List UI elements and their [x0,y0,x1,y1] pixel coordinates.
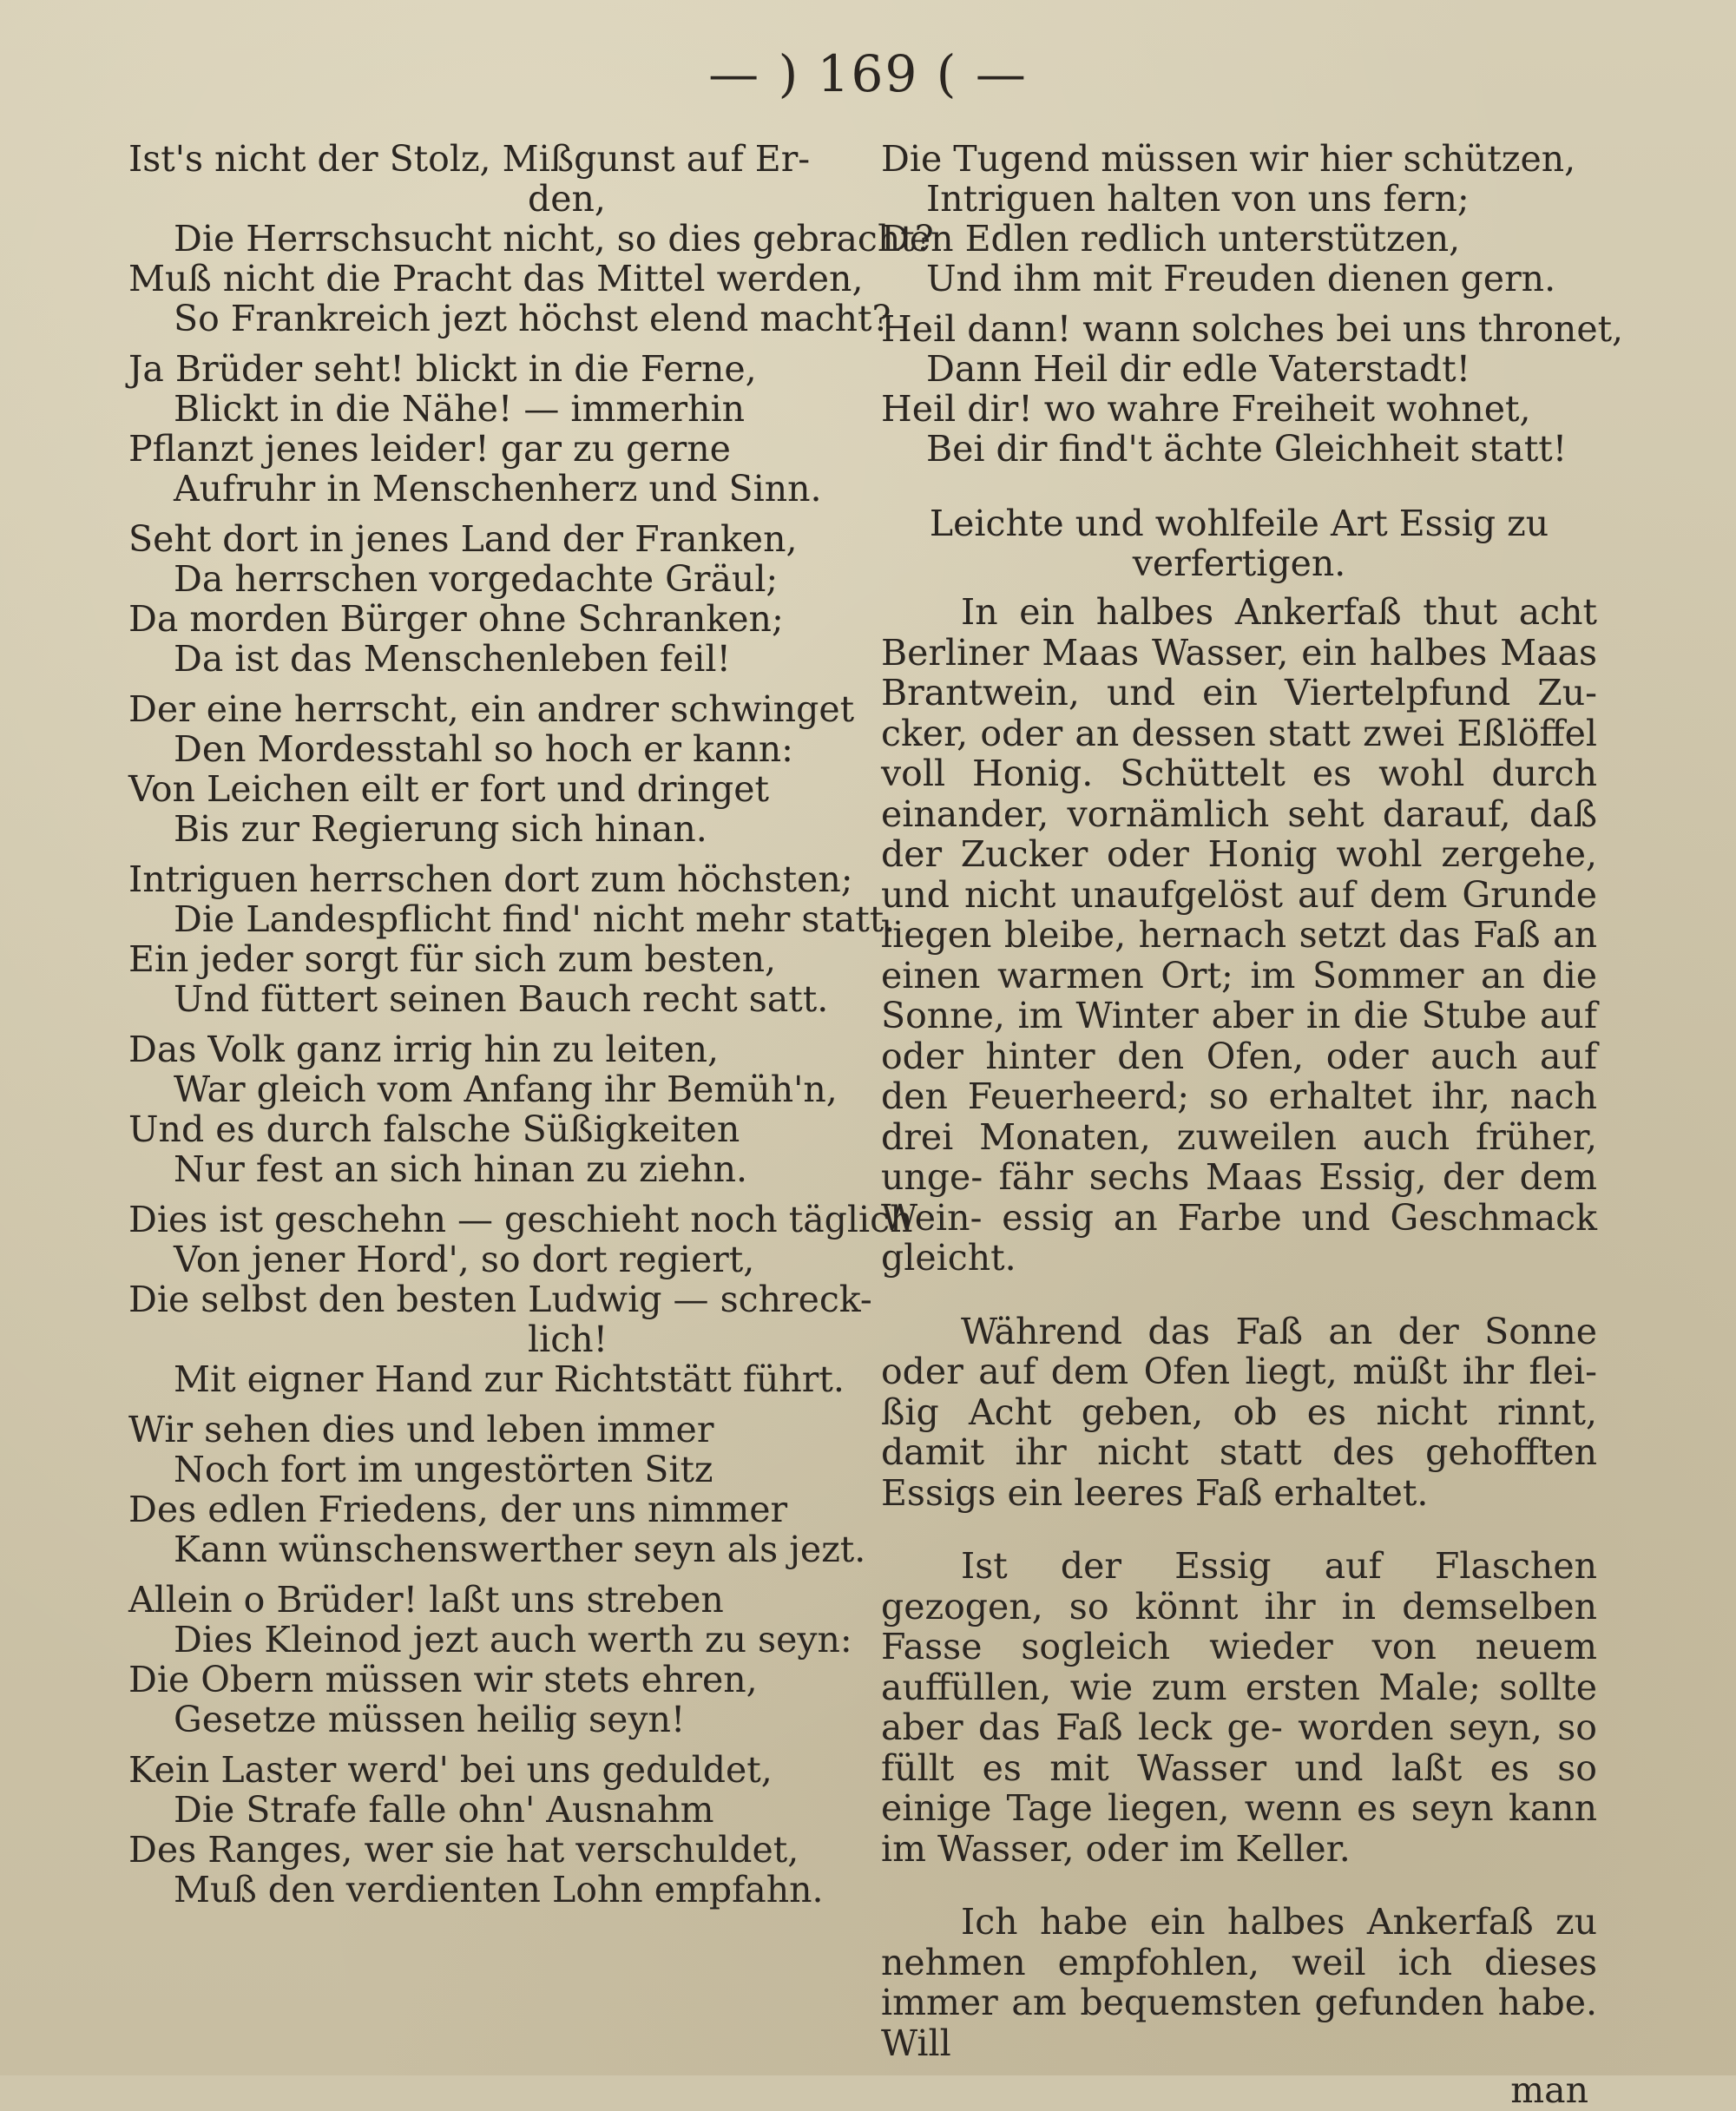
verse-line: Wir sehen dies und leben immer [128,1409,714,1450]
verse-line: Seht dort in jenes Land der Franken, [128,518,798,560]
poem-stanza [128,1579,852,1740]
verse-line: Und es durch falsche Süßigkeiten [128,1108,740,1150]
article-paragraph [881,1312,1597,1514]
verse-line: Dies ist geschehn — geschieht noch täglich [128,1199,913,1240]
verse-line: Die Landespflicht find' nicht mehr statt. [174,898,896,940]
verse-line: Pflanzt jenes leider! gar zu gerne [128,428,731,470]
poem-stanza [128,1409,866,1570]
verse-line: Das Volk ganz irrig hin zu leiten, [128,1029,720,1070]
verse-line: Heil dann! wann solches bei uns thronet, [881,308,1624,350]
verse-line: Mit eigner Hand zur Richtstätt führt. [174,1358,845,1400]
verse-line: Ja Brüder seht! blickt in die Ferne, [128,348,757,390]
verse-line: Intriguen halten von uns fern; [926,178,1470,220]
verse-line: Und ihm mit Freuden dienen gern. [926,258,1556,299]
poem-stanza [128,1750,849,1910]
verse-line: Allein o Brüder! laßt uns streben [128,1579,724,1621]
verse-line: Da ist das Menschenleben feil! [174,638,731,680]
verse-line: Bis zur Regierung sich hinan. [174,808,707,850]
verse-line: Die Tugend müssen wir hier schützen, [881,138,1576,180]
verse-line: Die Obern müssen wir stets ehren, [128,1659,758,1700]
verse-line: Heil dir! wo wahre Freiheit wohnet, [881,388,1531,430]
paragraph-text: In ein halbes Ankerfaß thut acht Berliner Maas Wasser, ein halbes Maas Brantwein, und ein Viertelpfund Zu- cker, oder an dessen statt zwei Eßlöffel voll Honig. Schüttelt es wohl durch einander, vornämlich seht darauf, daß der Zucker oder Honig wohl zergehe, und nicht unaufgelöst auf dem Grunde liegen bleibe, hernach setzt das Faß an einen warmen Ort; im Sommer an die Sonne, im Winter aber in die Stube auf oder hinter den Ofen, oder auch auf den Feuerheerd; so erhaltet ihr, nach drei Monaten, zuweilen auch früher, unge- fähr sechs Maas Essig, der dem Wein- essig an Farbe und Geschmack gleicht. [881,591,1597,1279]
verse-line: Von Leichen eilt er fort und dringet [128,768,769,810]
poem-stanza [128,138,934,339]
verse-line: Und füttert seinen Bauch recht satt. [174,978,829,1020]
verse-line: Bei dir find't ächte Gleichheit statt! [926,428,1568,470]
verse-line: Intriguen herrschen dort zum höchsten; [128,858,853,900]
verse-line: Die selbst den besten Ludwig — schreck- [128,1279,872,1320]
verse-line: War gleich vom Anfang ihr Bemüh'n, [174,1069,838,1110]
verse-line: So Frankreich jezt höchst elend macht? [174,298,891,339]
verse-line: Der eine herrscht, ein andrer schwinget [128,688,855,730]
poem-stanza [128,1029,849,1189]
verse-line: Die Herrschsucht nicht, so dies gebracht? [174,218,934,260]
verse-line: lich! [528,1319,608,1360]
poem-stanza [881,139,1597,299]
verse-line: Ist's nicht der Stolz, Mißgunst auf Er- [128,138,811,180]
article-paragraph [881,1546,1597,1869]
verse-line: Kann wünschenswerther seyn als jezt. [174,1529,866,1570]
verse-line: Gesetze müssen heilig seyn! [174,1699,686,1740]
verse-line: Noch fort im ungestörten Sitz [174,1449,713,1490]
catchword: man [1510,2069,1588,2111]
verse-line: Muß den verdienten Lohn empfahn. [174,1869,824,1910]
verse-line: Des Ranges, wer sie hat verschuldet, [128,1829,799,1871]
page-number: — ) 169 ( — [708,44,1028,103]
verse-line: Blickt in die Nähe! — immerhin [174,388,746,430]
article-paragraph [881,1902,1597,2063]
verse-line: den, [528,178,606,220]
verse-line: Den Mordesstahl so hoch er kann: [174,728,793,770]
verse-line: Nur fest an sich hinan zu ziehn. [174,1148,748,1190]
verse-line: Ein jeder sorgt für sich zum besten, [128,938,777,980]
verse-line: Den Edlen redlich unterstützen, [881,218,1461,260]
verse-line: Kein Laster werd' bei uns geduldet, [128,1749,773,1791]
poem-stanza [128,349,849,509]
poem-stanza [128,858,896,1020]
poem-stanza [881,308,1624,470]
verse-line: Muß nicht die Pracht das Mittel werden, [128,258,864,299]
right-column [881,138,1624,2111]
verse-line: Dann Heil dir edle Vaterstadt! [926,348,1471,390]
poem-stanza [128,688,855,850]
verse-line: Da herrschen vorgedachte Gräul; [174,558,779,600]
poem-stanza [128,1199,913,1400]
left-column [128,138,934,1920]
paragraph-text: Ist der Essig auf Flaschen gezogen, so könnt ihr in demselben Fasse sogleich wieder von neuem auffüllen, wie zum ersten Male; sollte aber das Faß leck ge- worden seyn, so füllt es mit Wasser und laßt es so einige Tage liegen, wenn es seyn kann im Wasser, oder im Keller. [881,1545,1597,1870]
verse-line: Des edlen Friedens, der uns nimmer [128,1489,788,1530]
paragraph-text: Ich habe ein halbes Ankerfaß zu nehmen empfohlen, weil ich dieses immer am bequemsten gefunden habe. Will [881,1901,1597,2064]
poem-stanza [128,519,849,679]
article-paragraph [881,592,1597,1279]
verse-line: Die Strafe falle ohn' Ausnahm [174,1789,714,1831]
verse-line: Aufruhr in Menschenherz und Sinn. [174,468,822,510]
article-heading-line: Leichte und wohlfeile Art Essig zu [929,503,1549,544]
article-heading-line: verfertigen. [1132,543,1346,584]
verse-line: Von jener Hord', so dort regiert, [174,1239,755,1280]
article-heading [881,503,1597,583]
verse-line: Da morden Bürger ohne Schranken; [128,598,784,640]
verse-line: Dies Kleinod jezt auch werth zu seyn: [174,1619,852,1661]
paragraph-text: Während das Faß an der Sonne oder auf dem Ofen liegt, müßt ihr flei- ßig Acht geben, ob es nicht rinnt, damit ihr nicht statt des gehofften Essigs ein leeres Faß erhaltet. [881,1310,1597,1514]
